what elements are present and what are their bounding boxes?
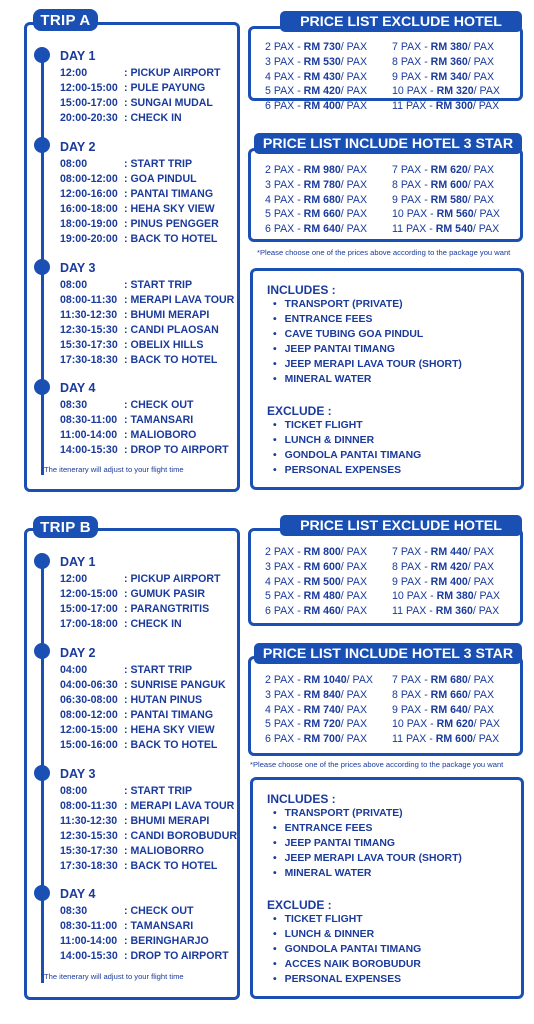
schedule-row: 11:30-12:30 : BHUMI MERAPI: [60, 815, 210, 827]
schedule-row: 14:00-15:30 : DROP TO AIRPORT: [60, 950, 229, 962]
include-item: • JEEP PANTAI TIMANG: [273, 838, 395, 849]
schedule-row: 08:00 : START TRIP: [60, 785, 193, 797]
include-item: • CAVE TUBING GOA PINDUL: [273, 329, 423, 340]
price-exclude-box: [248, 26, 523, 113]
itinerary-note: *The itenerary will adjust to your flight time: [41, 972, 184, 981]
schedule-row: 12:00-15:00 : GUMUK PASIR: [60, 588, 206, 600]
schedule-row: 17:30-18:30 : BACK TO HOTEL: [60, 860, 218, 872]
schedule-row: 04:00 : START TRIP: [60, 664, 193, 676]
price-note: *Please choose one of the prices above according to the package you want: [257, 248, 511, 257]
day-heading: DAY 3: [60, 261, 96, 275]
timeline-dot: [34, 379, 50, 395]
includes-heading: INCLUDES :: [267, 792, 336, 806]
include-item: • ENTRANCE FEES: [273, 314, 372, 325]
schedule-row: 08:30 : CHECK OUT: [60, 905, 194, 917]
timeline-dot: [34, 137, 50, 153]
schedule-row: 11:00-14:00 : MALIOBORO: [60, 429, 197, 441]
trip-a-itinerary-box: [24, 22, 240, 492]
price-column-right: 7 PAX - RM 380/ PAX 8 PAX - RM 360/ PAX 9 PAX - RM 340/ PAX 10 PAX - RM 320/ PAX 11 PAX - RM 300/ PAX: [392, 41, 500, 113]
day-heading: DAY 1: [60, 555, 96, 569]
schedule-row: 17:00-18:00 : CHECK IN: [60, 618, 182, 630]
schedule-row: 15:00-17:00 : SUNGAI MUDAL: [60, 97, 213, 109]
trip-a-section: [0, 0, 534, 504]
include-item: • JEEP MERAPI LAVA TOUR (SHORT): [273, 359, 462, 370]
exclude-item: • ACCES NAIK BOROBUDUR: [273, 959, 421, 970]
schedule-row: 12:00-15:00 : PULE PAYUNG: [60, 82, 206, 94]
timeline-dot: [34, 47, 50, 63]
include-item: • JEEP PANTAI TIMANG: [273, 344, 395, 355]
itinerary-note: *The itenerary will adjust to your flight time: [41, 465, 184, 474]
exclude-item: • GONDOLA PANTAI TIMANG: [273, 450, 421, 461]
include-item: • ENTRANCE FEES: [273, 823, 372, 834]
price-exclude-title: PRICE LIST EXCLUDE HOTEL: [280, 515, 522, 536]
include-item: • MINERAL WATER: [273, 868, 371, 879]
schedule-row: 14:00-15:30 : DROP TO AIRPORT: [60, 444, 229, 456]
schedule-row: 12:00-16:00 : PANTAI TIMANG: [60, 188, 214, 200]
schedule-row: 11:00-14:00 : BERINGHARJO: [60, 935, 209, 947]
timeline-dot: [34, 643, 50, 659]
price-column-left: 2 PAX - RM 800/ PAX 3 PAX - RM 600/ PAX 4 PAX - RM 500/ PAX 5 PAX - RM 480/ PAX 6 PAX - RM 460/ PAX: [265, 546, 368, 618]
timeline-dot: [34, 553, 50, 569]
schedule-row: 08:00 : START TRIP: [60, 158, 193, 170]
schedule-row: 12:00 : PICKUP AIRPORT: [60, 573, 221, 585]
schedule-row: 19:00-20:00 : BACK TO HOTEL: [60, 233, 218, 245]
exclude-item: • PERSONAL EXPENSES: [273, 465, 401, 476]
trip-b-tag: TRIP B: [33, 516, 98, 538]
exclude-item: • PERSONAL EXPENSES: [273, 974, 401, 985]
exclude-item: • TICKET FLIGHT: [273, 420, 363, 431]
schedule-row: 15:00-16:00 : BACK TO HOTEL: [60, 739, 218, 751]
exclude-item: • LUNCH & DINNER: [273, 929, 374, 940]
exclude-heading: EXCLUDE :: [267, 404, 332, 418]
price-include-box: [248, 656, 523, 756]
schedule-row: 08:00-11:30 : MERAPI LAVA TOUR: [60, 294, 235, 306]
includes-box: [250, 268, 524, 490]
day-heading: DAY 1: [60, 49, 96, 63]
price-column-right: 7 PAX - RM 440/ PAX 8 PAX - RM 420/ PAX 9 PAX - RM 400/ PAX 10 PAX - RM 380/ PAX 11 PAX - RM 360/ PAX: [392, 546, 500, 618]
schedule-row: 15:00-17:00 : PARANGTRITIS: [60, 603, 210, 615]
schedule-row: 12:30-15:30 : CANDI PLAOSAN: [60, 324, 219, 336]
schedule-row: 15:30-17:30 : MALIOBORRO: [60, 845, 205, 857]
timeline-dot: [34, 885, 50, 901]
price-column-right: 7 PAX - RM 620/ PAX 8 PAX - RM 600/ PAX 9 PAX - RM 580/ PAX 10 PAX - RM 560/ PAX 11 PAX - RM 540/ PAX: [392, 164, 500, 236]
schedule-row: 06:30-08:00 : HUTAN PINUS: [60, 694, 203, 706]
schedule-row: 08:00-12:00 : PANTAI TIMANG: [60, 709, 214, 721]
schedule-row: 16:00-18:00 : HEHA SKY VIEW: [60, 203, 215, 215]
schedule-row: 04:00-06:30 : SUNRISE PANGUK: [60, 679, 226, 691]
include-item: • TRANSPORT (PRIVATE): [273, 299, 403, 310]
include-item: • MINERAL WATER: [273, 374, 371, 385]
include-item: • TRANSPORT (PRIVATE): [273, 808, 403, 819]
schedule-row: 12:00 : PICKUP AIRPORT: [60, 67, 221, 79]
schedule-row: 08:30-11:00 : TAMANSARI: [60, 414, 194, 426]
price-column-left: 2 PAX - RM 730/ PAX 3 PAX - RM 530/ PAX 4 PAX - RM 430/ PAX 5 PAX - RM 420/ PAX 6 PAX - RM 400/ PAX: [265, 41, 368, 113]
trip-b-itinerary-box: [24, 528, 240, 1000]
trip-a-tag: TRIP A: [33, 9, 98, 31]
exclude-item: • LUNCH & DINNER: [273, 435, 374, 446]
schedule-row: 15:30-17:30 : OBELIX HILLS: [60, 339, 204, 351]
schedule-row: 12:00-15:00 : HEHA SKY VIEW: [60, 724, 215, 736]
price-column-left: 2 PAX - RM 980/ PAX 3 PAX - RM 780/ PAX 4 PAX - RM 680/ PAX 5 PAX - RM 660/ PAX 6 PAX - RM 640/ PAX: [265, 164, 368, 236]
day-heading: DAY 4: [60, 887, 96, 901]
schedule-row: 08:30 : CHECK OUT: [60, 399, 194, 411]
day-heading: DAY 2: [60, 646, 96, 660]
price-exclude-title: PRICE LIST EXCLUDE HOTEL: [280, 11, 522, 32]
exclude-item: • GONDOLA PANTAI TIMANG: [273, 944, 421, 955]
price-column-left: 2 PAX - RM 1040/ PAX 3 PAX - RM 840/ PAX 4 PAX - RM 740/ PAX 5 PAX - RM 720/ PAX 6 PAX - RM 700/ PAX: [265, 674, 373, 746]
day-heading: DAY 2: [60, 140, 96, 154]
timeline-dot: [34, 259, 50, 275]
include-item: • JEEP MERAPI LAVA TOUR (SHORT): [273, 853, 462, 864]
schedule-row: 18:00-19:00 : PINUS PENGGER: [60, 218, 219, 230]
price-include-box: [248, 148, 523, 242]
schedule-row: 12:30-15:30 : CANDI BOROBUDUR: [60, 830, 237, 842]
price-note: *Please choose one of the prices above according to the package you want: [250, 760, 504, 769]
schedule-row: 11:30-12:30 : BHUMI MERAPI: [60, 309, 210, 321]
price-column-right: 7 PAX - RM 680/ PAX 8 PAX - RM 660/ PAX 9 PAX - RM 640/ PAX 10 PAX - RM 620/ PAX 11 PAX - RM 600/ PAX: [392, 674, 500, 746]
exclude-heading: EXCLUDE :: [267, 898, 332, 912]
schedule-row: 08:30-11:00 : TAMANSARI: [60, 920, 194, 932]
day-heading: DAY 3: [60, 767, 96, 781]
price-include-title: PRICE LIST INCLUDE HOTEL 3 STAR: [254, 133, 522, 154]
timeline-dot: [34, 765, 50, 781]
schedule-row: 08:00-11:30 : MERAPI LAVA TOUR: [60, 800, 235, 812]
day-heading: DAY 4: [60, 381, 96, 395]
schedule-row: 17:30-18:30 : BACK TO HOTEL: [60, 354, 218, 366]
schedule-row: 08:00 : START TRIP: [60, 279, 193, 291]
exclude-item: • TICKET FLIGHT: [273, 914, 363, 925]
price-exclude-box: [248, 528, 523, 626]
includes-box: [250, 777, 524, 999]
trip-b-section: [0, 506, 534, 1010]
price-include-title: PRICE LIST INCLUDE HOTEL 3 STAR: [254, 643, 522, 664]
schedule-row: 20:00-20:30 : CHECK IN: [60, 112, 182, 124]
includes-heading: INCLUDES :: [267, 283, 336, 297]
schedule-row: 08:00-12:00 : GOA PINDUL: [60, 173, 197, 185]
